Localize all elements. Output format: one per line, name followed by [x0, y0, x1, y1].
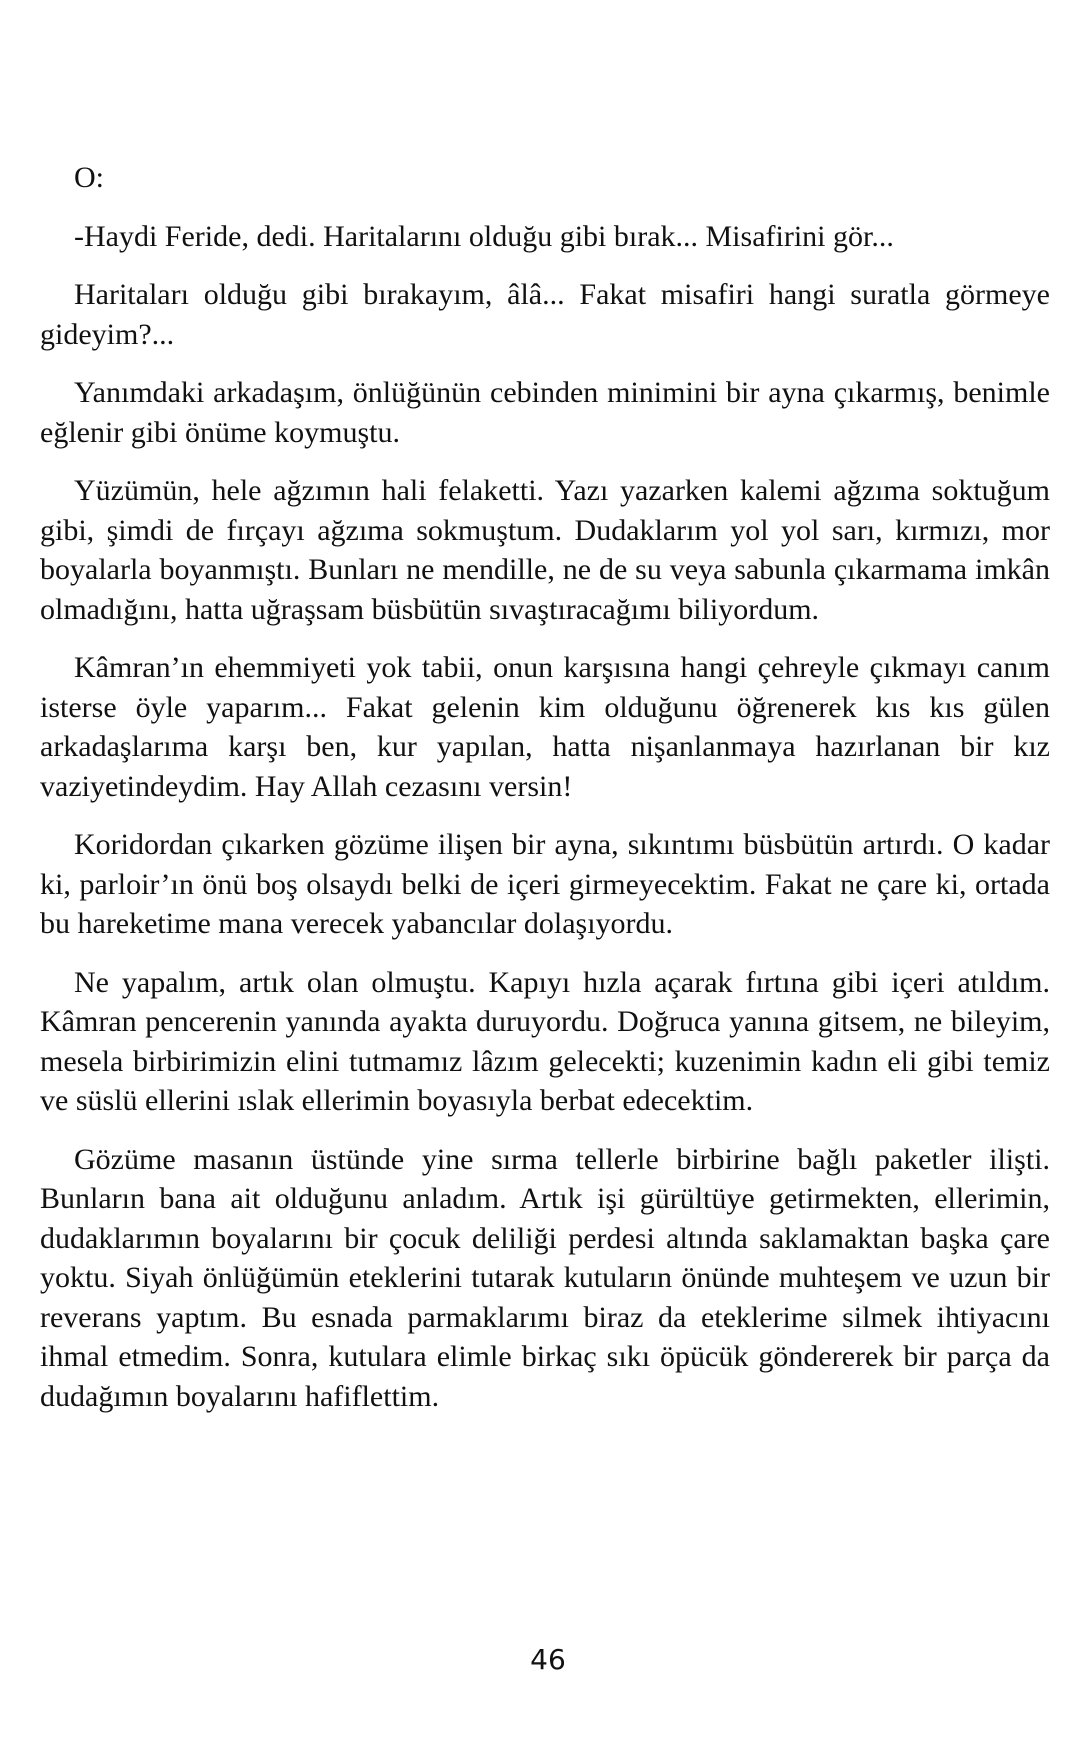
paragraph: Gözüme masanın üstünde yine sırma tellerle birbirine bağlı paketler ilişti. Bunların bana ait olduğunu anladım. Artık işi gürültüye getirmekten, ellerimin, dudaklarımın boyalarını bir çocuk deliliği perdesi altında saklamaktan başka çare yoktu. Siyah önlüğümün eteklerini tutarak kutuların önünde muhteşem ve uzun bir reverans yaptım. Bu esnada parmaklarımı biraz da eteklerime silmek ihtiyacını ihmal etmedim. Sonra, kutulara elimle birkaç sıkı öpücük göndererek bir parça da dudağımın boyalarını hafiflettim.: [40, 1142, 1050, 1413]
paragraph: Haritaları olduğu gibi bırakayım, âlâ... Fakat misafiri hangi suratla görmeye gideyim?...: [40, 278, 1050, 351]
paragraph: Koridordan çıkarken gözüme ilişen bir ayna, sıkıntımı büsbütün artırdı. O kadar ki, parloir’ın önü boş olsaydı belki de içeri girmeyecektim. Fakat ne çare ki, ortada bu hareketime mana verecek yabancılar dolaşıyordu.: [40, 828, 1050, 940]
page-body: [40, 158, 1050, 1435]
paragraph: Ne yapalım, artık olan olmuştu. Kapıyı hızla açarak fırtına gibi içeri atıldım. Kâmran pencerenin yanında ayakta duruyordu. Doğruca yanına gitsem, ne bileyim, mesela birbirimizin elini tutmamız lâzım gelecekti; kuzenimin kadın eli gibi temiz ve süslü ellerini ıslak ellerimin boyasıyla berbat edecektim.: [40, 965, 1050, 1117]
paragraph: O:: [74, 161, 104, 194]
page-number: 46: [530, 1643, 566, 1676]
paragraph: Yanımdaki arkadaşım, önlüğünün cebinden minimini bir ayna çıkarmış, benimle eğlenir gibi önüme koymuştu.: [40, 376, 1050, 449]
paragraph: Yüzümün, hele ağzımın hali felaketti. Yazı yazarken kalemi ağzıma soktuğum gibi, şimdi de fırçayı ağzıma sokmuştum. Dudaklarım yol yol sarı, kırmızı, mor boyalarla boyanmıştı. Bunları ne mendille, ne de su veya sabunla çıkarmama imkân olmadığını, hatta uğraşsam büsbütün sıvaştıracağımı biliyordum.: [40, 474, 1050, 626]
paragraph: -Haydi Feride, dedi. Haritalarını olduğu gibi bırak... Misafirini gör...: [74, 219, 894, 253]
paragraph: Kâmran’ın ehemmiyeti yok tabii, onun karşısına hangi çehreyle çıkmayı canım isterse öyle yaparım... Fakat gelenin kim olduğunu öğrenerek kıs kıs gülen arkadaşlarıma karşı ben, kur yapılan, hatta nişanlanmaya hazırlanan bir kız vaziyetindeydim. Hay Allah cezasını versin!: [40, 651, 1050, 803]
